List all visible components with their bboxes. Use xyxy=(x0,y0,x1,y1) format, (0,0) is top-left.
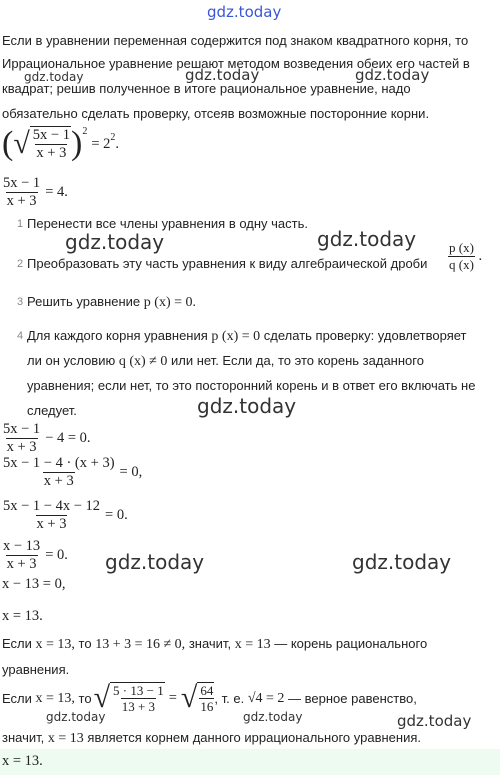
sq-denominator: x + 3 xyxy=(36,145,67,161)
step-2-number: 2 xyxy=(17,258,24,270)
intro-line-4: обязательно сделать проверку, отсеяв возможные посторонние корни. xyxy=(2,106,430,121)
check-line-1: Если x = 13, то 13 + 3 = 16 ≠ 0, значит, x = 13 — корень рационального xyxy=(2,636,428,652)
equation-7: x = 13. xyxy=(2,608,43,624)
watermark: gdz.today xyxy=(65,230,165,254)
step-4-line-3: уравнения; если нет, то это посторонний корень и в ответ его включать не xyxy=(27,378,476,393)
sq-numerator: 5x − 1 xyxy=(32,127,70,143)
watermark: gdz.today xyxy=(197,394,297,418)
watermark: gdz.today xyxy=(397,712,472,730)
step-2-fraction: $\frac{p (x)}{q (x)}$ . xyxy=(449,240,483,272)
check-line-4: значит, x = 13 является корнем данного иррационального уравнения. xyxy=(2,730,421,746)
step-3-text: Решить уравнение p (x) = 0. xyxy=(27,294,197,310)
answer-band xyxy=(0,749,500,775)
watermark: gdz.today xyxy=(243,710,303,724)
watermark: gdz.today xyxy=(24,70,84,84)
step-4-line-2: ли он условию q (x) ≠ 0 или нет. Если да, то это корень заданного xyxy=(27,353,424,369)
intro-line-2: Иррациональное уравнение решают методом возведения обеих его частей в xyxy=(2,56,470,71)
equation-squared: ( √ $\frac{5x - 1}{x + 3}$ ) $^2$ = 2 $^2$ . xyxy=(2,125,119,162)
check-line-3: Если x = 13, то √ $\frac{5 \cdot 13 - 1}{13 + 3}$ = √ $\frac{64}{16}$ , т. е. √ 4 = 2 — верное равенство, xyxy=(2,681,417,714)
equation-3: $\frac{5x - 1 - 4 \cdot (x + 3)}{x + 3}$ = 0, xyxy=(3,455,143,489)
watermark: gdz.today xyxy=(317,227,417,251)
step-2-text: Преобразовать эту часть уравнения к виду алгебраической дроби xyxy=(27,256,428,271)
equation-4: $\frac{5x - 1 - 4x - 12}{x + 3}$ = 0. xyxy=(3,498,128,532)
check-line-2: уравнения. xyxy=(2,662,70,677)
equation-2: $\frac{5x - 1}{x + 3}$ − 4 = 0. xyxy=(3,421,91,455)
step-4-line-4: следует. xyxy=(27,403,77,418)
equation-5: $\frac{x - 13}{x + 3}$ = 0. xyxy=(3,538,68,572)
step-1-number: 1 xyxy=(17,218,24,230)
watermark-top: gdz.today xyxy=(207,3,282,21)
step-3-number: 3 xyxy=(17,296,24,308)
watermark: gdz.today xyxy=(355,66,430,84)
answer: x = 13. xyxy=(2,753,43,769)
equation-1: $\frac{5x - 1}{x + 3}$ = 4. xyxy=(3,175,68,209)
watermark: gdz.today xyxy=(185,66,260,84)
watermark: gdz.today xyxy=(352,550,452,574)
watermark: gdz.today xyxy=(105,550,205,574)
equation-6: x − 13 = 0, xyxy=(2,576,66,592)
step-1-text: Перенести все члены уравнения в одну часть. xyxy=(27,216,308,231)
watermark: gdz.today xyxy=(46,710,106,724)
intro-line-3: квадрат; решив полученное в итоге рациональное уравнение, надо xyxy=(2,81,411,96)
step-4-number: 4 xyxy=(17,330,24,342)
intro-line-1: Если в уравнении переменная содержится под знаком квадратного корня, то xyxy=(2,33,469,48)
step-4-line-1: Для каждого корня уравнения p (x) = 0 сделать проверку: удовлетворяет xyxy=(27,328,467,344)
